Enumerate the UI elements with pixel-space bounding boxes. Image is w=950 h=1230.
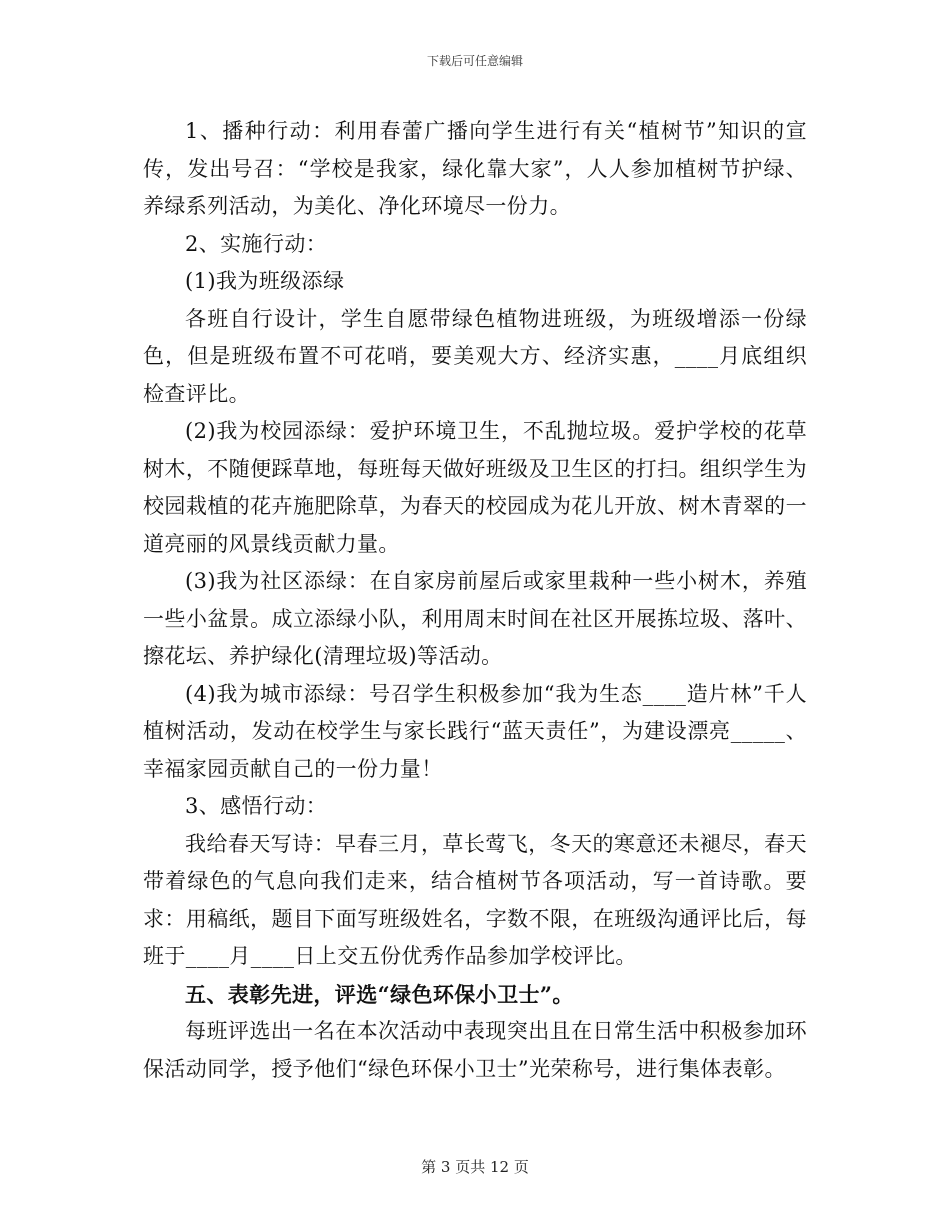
paragraph-implementation-heading: 2、实施行动：: [185, 231, 328, 256]
paragraph-campus-green: (2)我为校园添绿：爱护环境卫生，不乱抛垃圾。爱护学校的花草树木，不随便踩草地，每班每天做好班级及卫生区的打扫。组织学生为校园栽植的花卉施肥除草，为春天的校园成为花儿开放、树木青翠的一道亮丽的风景线贡献力量。: [143, 419, 807, 556]
page-number-footer: 第 3 页共 12 页: [421, 1158, 529, 1176]
paragraph-class-green-heading: (1)我为班级添绿: [185, 269, 345, 293]
document-body: [143, 113, 807, 1088]
paragraph-class-green: 各班自行设计，学生自愿带绿色植物进班级，为班级增添一份绿色，但是班级布置不可花哨，要美观大方、经济实惠，____月底组织检查评比。: [143, 306, 807, 406]
paragraph-reflection-heading: 3、感悟行动：: [185, 794, 328, 818]
paragraph-community-green: (3)我为社区添绿：在自家房前屋后或家里栽种一些小树木，养殖一些小盆景。成立添绿小队，利用周末时间在社区开展拣垃圾、落叶、擦花坛、养护绿化(清理垃圾)等活动。: [143, 569, 807, 668]
page-header: 下载后可任意编辑: [426, 54, 523, 68]
paragraph-spring-poem: 我给春天写诗：早春三月，草长莺飞，冬天的寒意还未褪尽，春天带着绿色的气息向我们走来，结合植树节各项活动，写一首诗歌。要求：用稿纸，题目下面写班级姓名，字数不限，在班级沟通评比后，每班于____月____日上交五份优秀作品参加学校评比。: [143, 831, 807, 968]
paragraph-broadcast-action: 1、播种行动：利用春蕾广播向学生进行有关“植树节”知识的宣传，发出号召：“学校是我家，绿化靠大家”，人人参加植树节护绿、养绿系列活动，为美化、净化环境尽一份力。: [143, 119, 807, 218]
paragraph-city-green: (4)我为城市添绿：号召学生积极参加“我为生态____造片林”千人植树活动，发动在校学生与家长践行“蓝天责任”，为建设漂亮_____、幸福家园贡献自己的一份力量！: [143, 681, 807, 781]
section-heading-awards: 五、表彰先进，评选“绿色环保小卫士”。: [185, 981, 574, 1007]
paragraph-awards: 每班评选出一名在本次活动中表现突出且在日常生活中积极参加环保活动同学，授予他们“绿色环保小卫士”光荣称号，进行集体表彰。: [143, 1019, 807, 1081]
